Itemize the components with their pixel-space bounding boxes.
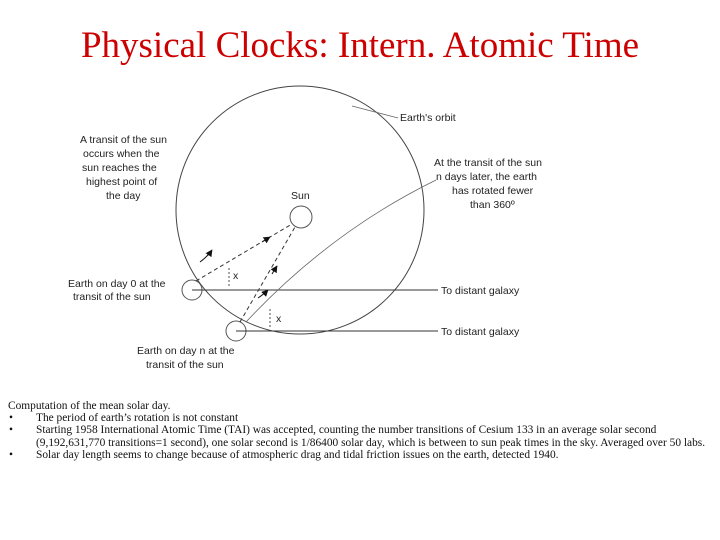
orbit-label: Earth's orbit: [400, 112, 456, 124]
galaxy-label-2: To distant galaxy: [441, 326, 520, 338]
dayn-label-line: Earth on day n at the: [137, 345, 235, 357]
slide-body: [8, 400, 714, 461]
left-note-line: the day: [106, 190, 141, 202]
sun-direction-line-dayn: [240, 227, 295, 322]
left-note-line: highest point of: [86, 176, 158, 188]
left-note-line: occurs when the: [83, 148, 160, 160]
sun-label: Sun: [291, 190, 310, 202]
intro-line: Computation of the mean solar day.: [8, 400, 171, 412]
sun-arrow-day0: [262, 237, 270, 242]
bullet-mark: •: [9, 412, 13, 425]
bullet-text: Starting 1958 International Atomic Time (TAI) was accepted, counting the number transitions of Cesium 133 in an average solar second (9,192,631,770 transitions=1 second), one solar second is 1/86400 solar day, which is between to sun peak times in the sky. Averaged over 50 labs.: [36, 424, 706, 449]
orbit-leader-line: [352, 106, 398, 118]
left-note: [80, 134, 167, 202]
angle-label-2: x: [276, 313, 282, 325]
left-note-line: A transit of the sun: [80, 134, 167, 146]
right-note-line: than 360º: [470, 199, 515, 211]
angle-label-1: x: [233, 270, 239, 282]
bullet-item: [8, 424, 714, 448]
slide-title: Physical Clocks: Intern. Atomic Time: [80, 25, 640, 66]
right-note: [434, 157, 542, 211]
right-note-pointer: [246, 180, 436, 322]
right-note-line: n days later, the earth: [436, 171, 537, 183]
sun-circle: [290, 206, 312, 228]
dayn-label: [137, 345, 235, 371]
bullet-mark: •: [9, 424, 13, 437]
bullet-text: Solar day length seems to change because of atmospheric drag and tidal friction issues on the earth, detected 1940.: [36, 448, 559, 461]
rotation-arrow-dayn: [258, 290, 268, 298]
right-note-line: has rotated fewer: [452, 185, 534, 197]
bullet-item: [8, 449, 714, 461]
left-note-line: sun reaches the: [82, 162, 157, 174]
day0-label-line: transit of the sun: [73, 291, 151, 303]
sun-arrow-dayn: [272, 266, 277, 274]
day0-label: [68, 278, 166, 303]
right-note-line: At the transit of the sun: [434, 157, 542, 169]
bullet-mark: •: [9, 448, 13, 461]
rotation-arrow-day0: [200, 250, 212, 262]
bullet-text: The period of earth’s rotation is not constant: [36, 412, 239, 425]
galaxy-label-1: To distant galaxy: [441, 285, 520, 297]
dayn-label-line: transit of the sun: [146, 359, 224, 371]
day0-label-line: Earth on day 0 at the: [68, 278, 166, 290]
bullet-item: [8, 412, 714, 424]
